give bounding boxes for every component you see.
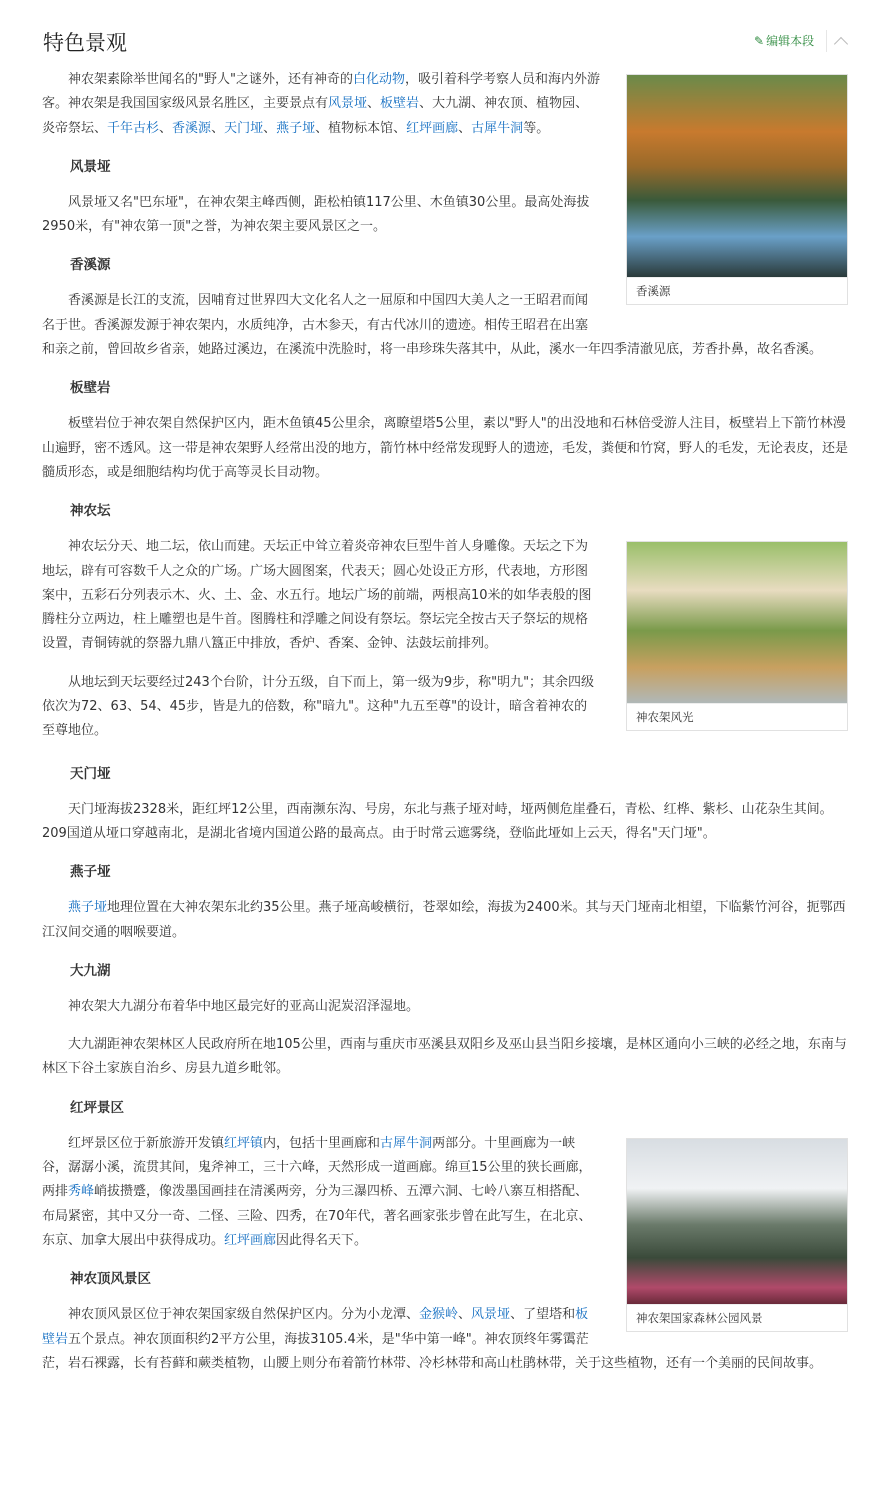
- paragraph: 板壁岩位于神农架自然保护区内，距木鱼镇45公里余，离瞭望塔5公里，素以"野人"的出没地和石林倍受游人注目，板壁岩上下箭竹林漫山遍野，密不透风。这一带是神农架野人经常出没的地方，箭竹林中经常发现野人的遗迹，毛发，粪便和竹窝，野人的毛发，无论表皮，还是髓质形态，或是细胞结构均优于高等灵长目动物。: [42, 416, 849, 480]
- subheading: 风景垭: [70, 158, 111, 175]
- link-xiangxiyuan[interactable]: 香溪源: [172, 120, 212, 136]
- link-yanziya[interactable]: 燕子垭: [68, 900, 108, 916]
- section-title: 特色景观: [43, 31, 127, 55]
- subheading: 香溪源: [70, 257, 111, 274]
- image-figure[interactable]: [626, 1138, 848, 1332]
- paragraph: 红坪景区位于新旅游开发镇红坪镇内，包括十里画廊和古犀牛洞两部分。十里画廊为一峡谷，潺潺小溪，流贯其间，鬼斧神工，三十六峰，天然形成一道画廊。绵亘15公里的狭长画廊，两排秀峰峭拔攒蹙，像泼墨国画挂在清溪两旁，分为三瀑四桥、五潭六洞、七岭八寨互相搭配、布局紧密，其中又分一奇、二怪、三险、四秀，在70年代，著名画家张步曾在此写生，在北京、东京、加拿大展出中获得成功。红坪画廊因此得名天下。: [42, 1135, 592, 1248]
- link-hongping-hualang[interactable]: 红坪画廊: [406, 120, 459, 136]
- link-xiufeng[interactable]: 秀峰: [68, 1184, 95, 1200]
- paragraph: 风景垭又名"巴东垭"，在神农架主峰西侧，距松柏镇117公里、木鱼镇30公里。最高处海拔2950米，有"神农第一顶"之誉，为神农架主要风景区之一。: [42, 194, 590, 235]
- image-caption: 神农架国家森林公园风景: [627, 1304, 847, 1331]
- image-figure[interactable]: [626, 541, 848, 731]
- link-qiannian-gushan[interactable]: 千年古杉: [107, 120, 160, 136]
- section-header: [0, 0, 878, 60]
- paragraph: 燕子垭地理位置在大神农架东北约35公里。燕子垭高峻横衍，苍翠如绘，海拔为2400米。其与天门垭南北相望，下临紫竹河谷，扼鄂西江汉间交通的咽喉要道。: [42, 900, 846, 940]
- collapse-section-button[interactable]: [826, 30, 857, 52]
- image-caption: 神农架风光: [627, 703, 847, 730]
- link-banbiyan[interactable]: 板壁岩: [380, 96, 420, 112]
- landscape-photo-icon[interactable]: [627, 542, 847, 703]
- link-hongping-zhen[interactable]: 红坪镇: [224, 1135, 264, 1151]
- link-baihua-dongwu[interactable]: 白化动物: [352, 72, 405, 87]
- article-body: [42, 68, 848, 1390]
- link-fengjingya[interactable]: 风景垭: [471, 1307, 511, 1323]
- link-hongping-hualang[interactable]: 红坪画廊: [224, 1232, 277, 1248]
- edit-section-button[interactable]: [754, 32, 814, 50]
- subheading: 燕子垭: [70, 864, 111, 881]
- paragraph: 从地坛到天坛要经过243个台阶，计分五级，自下而上，第一级为9步，称"明九"；其余四级依次为72、63、54、45步，皆是九的倍数，称"暗九"。这种"九五至尊"的设计，暗含着神农的至尊地位。: [42, 674, 595, 739]
- subheading: 天门垭: [70, 765, 111, 782]
- paragraph: 香溪源是长江的支流，因哺育过世界四大文化名人之一屈原和中国四大美人之一王昭君而闻名于世。香溪源发源于神农架内，水质纯净，古木参天，有古代冰川的遗迹。相传王昭君在出塞和亲之前，曾回故乡省亲，她路过溪边，在溪流中洗脸时，将一串珍珠失落其中，从此，溪水一年四季清澈见底，芳香扑鼻，故名香溪。: [42, 293, 823, 358]
- landscape-photo-icon[interactable]: [627, 75, 847, 277]
- image-caption: 香溪源: [627, 277, 847, 304]
- subheading: 板壁岩: [70, 380, 111, 397]
- image-figure[interactable]: [626, 74, 848, 305]
- link-tianmenya[interactable]: 天门垭: [224, 120, 264, 136]
- subheading: 神农顶风景区: [70, 1271, 151, 1288]
- edit-section-label: 编辑本段: [766, 34, 815, 48]
- paragraph: 神农坛分天、地二坛，依山而建。天坛正中耸立着炎帝神农巨型牛首人身雕像。天坛之下为地坛，辟有可容数千人之众的广场。广场大圆图案，代表天；圆心处设正方形，代表地，方形图案中，五彩石分列表示木、火、土、金、水五行。地坛广场的前端，两根高10米的如华表般的图腾柱分立两边，柱上雕塑也是牛首。图腾柱和浮雕之间设有祭坛。祭坛完全按古天子祭坛的规格设置，青铜铸就的祭器九鼎八簋正中排放，香炉、香案、金钟、法鼓坛前排列。: [42, 539, 592, 652]
- link-gu-xiniu-dong[interactable]: 古犀牛洞: [380, 1135, 433, 1151]
- paragraph: 神农架大九湖分布着华中地区最完好的亚高山泥炭沼泽湿地。: [68, 998, 420, 1014]
- link-gu-xiniu-dong[interactable]: 古犀牛洞: [471, 120, 524, 136]
- intro-paragraph: 神农架素除举世闻名的"野人"之谜外，还有神奇的白化动物，吸引着科学考察人员和海内外游客。神农架是我国国家级风景名胜区，主要景点有风景垭、板壁岩、大九湖、神农顶、植物园、炎帝祭坛、千年古杉、香溪源、天门垭、燕子垭、植物标本馆、红坪画廊、古犀牛洞等。: [42, 72, 600, 136]
- subheading: 大九湖: [70, 962, 111, 979]
- paragraph: 天门垭海拔2328米，距红坪12公里，西南濒东沟、号房，东北与燕子垭对峙，垭两侧危崖叠石，青松、红桦、紫杉、山花杂生其间。 209国道从垭口穿越南北，是湖北省境内国道公路的最高点。由于时常云遮雾绕，登临此垭如上云天，得名"天门垭"。: [42, 801, 833, 841]
- chevron-up-icon: [834, 37, 848, 51]
- paragraph: 大九湖距神农架林区人民政府所在地105公里，西南与重庆市巫溪县双阳乡及巫山县当阳乡接壤，是林区通向小三峡的必经之地，东南与林区下谷土家族自治乡、房县九道乡毗邻。: [42, 1037, 847, 1077]
- link-yanziya[interactable]: 燕子垭: [276, 120, 316, 136]
- pencil-icon: ✎: [754, 34, 765, 48]
- link-fengjingya[interactable]: 风景垭: [328, 96, 368, 112]
- link-banbiyan[interactable]: 板壁岩: [42, 1307, 589, 1347]
- link-jinhouling[interactable]: 金猴岭: [419, 1307, 459, 1323]
- subheading: 神农坛: [70, 503, 111, 520]
- landscape-photo-icon[interactable]: [627, 1139, 847, 1304]
- subheading: 红坪景区: [70, 1099, 124, 1116]
- paragraph: 神农顶风景区位于神农架国家级自然保护区内。分为小龙潭、金猴岭、风景垭、了望塔和板壁岩五个景点。神农顶面积约2平方公里，海拔3105.4米，是"华中第一峰"。神农顶终年雾霭茫茫，岩石裸露，长有苔藓和蕨类植物，山腰上则分布着箭竹林带、冷杉林带和高山杜鹃林带，关于这些植物，还有一个美丽的民间故事。: [42, 1307, 823, 1371]
